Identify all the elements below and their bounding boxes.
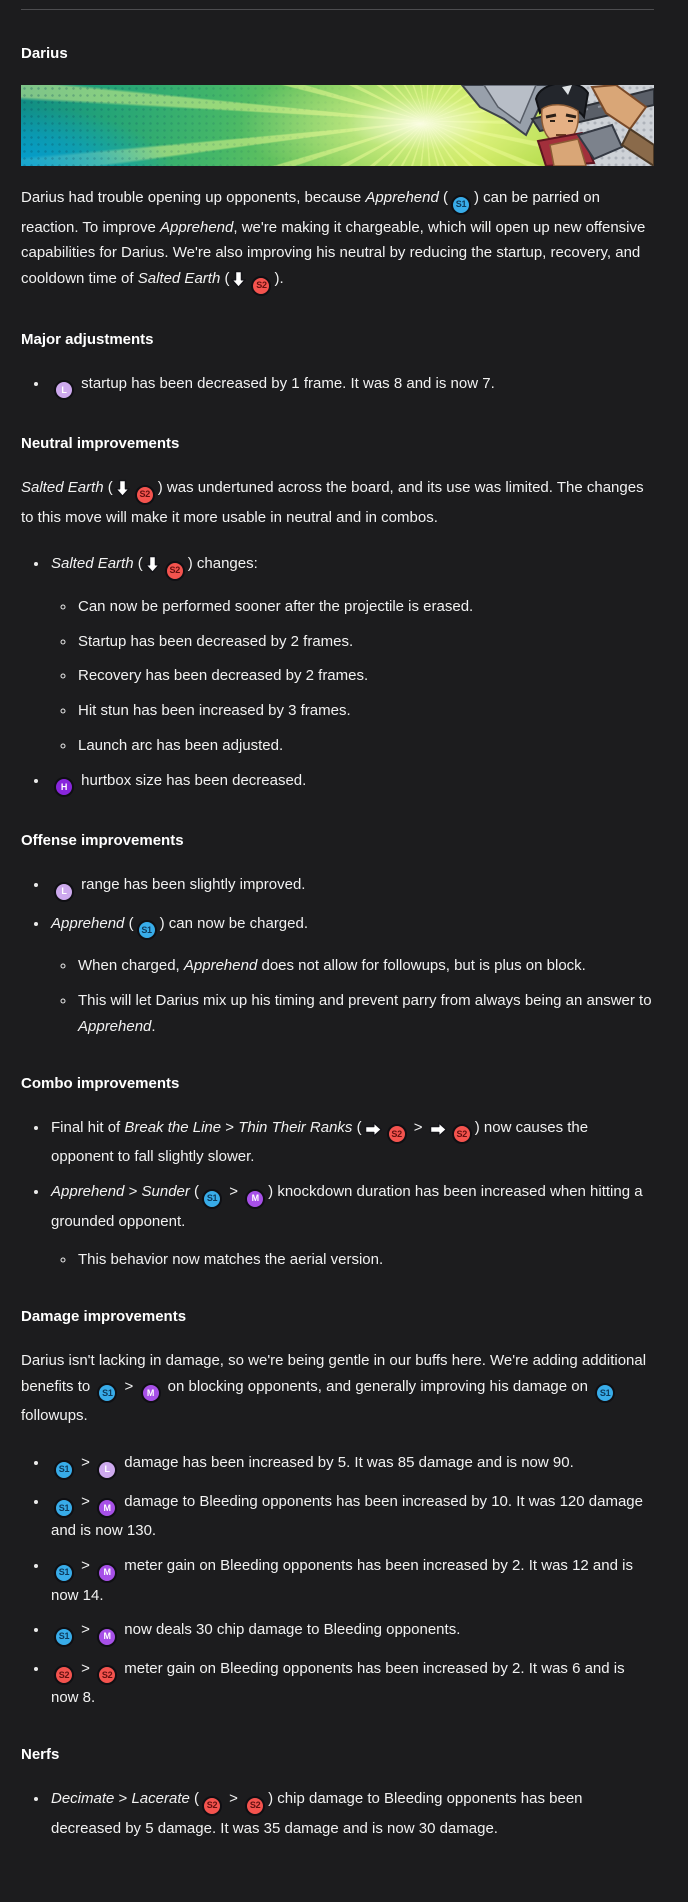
change-item: • S1 > M now deals 30 chip damage to Bleeding opponents. [49, 1617, 654, 1647]
section-heading: Major adjustments [21, 330, 154, 348]
badge-s1-icon: S1 [595, 1383, 615, 1403]
section-heading: Darius [21, 45, 68, 62]
move-name: Lacerate [131, 1790, 190, 1808]
down-arrow-icon [115, 479, 130, 497]
badge-s2-icon: S2 [245, 1796, 265, 1816]
badge-m-icon: M [141, 1383, 161, 1403]
section-heading: Combo improvements [21, 1074, 180, 1092]
badge-s2-icon: S2 [135, 485, 155, 505]
badge-s1-icon: S1 [137, 920, 157, 940]
change-item: ◦ This will let Darius mix up his timing and prevent parry from always being an answer to Apprehend. [76, 988, 654, 1040]
change-item: ◦ Startup has been decreased by 2 frames. [76, 629, 654, 655]
change-list [51, 594, 654, 759]
section-heading: Damage improvements [21, 1308, 187, 1326]
badge-s2-icon: S2 [452, 1124, 472, 1144]
change-item: • Apprehend ( S1 ) can now be charged. ◦ When charged, Apprehend does not allow for followups, but is plus on block. ◦ This will let Darius mix up his timing and prevent parry from always being an answer to Apprehend. [49, 911, 654, 1040]
section-heading: Neutral improvements [21, 435, 180, 453]
move-name: Apprehend [365, 189, 439, 206]
badge-s2-icon: S2 [97, 1665, 117, 1685]
change-item: • S2 > S2 meter gain on Bleeding opponents has been increased by 2. It was 6 and is now 8. [49, 1656, 654, 1711]
badge-s1-icon: S1 [202, 1189, 222, 1209]
right-arrow-icon [429, 1122, 447, 1137]
badge-s2-icon: S2 [202, 1796, 222, 1816]
patch-notes-content [21, 9, 654, 1841]
change-item: ◦ Hit stun has been increased by 3 frames. [76, 698, 654, 724]
change-item: • Final hit of Break the Line > Thin Their Ranks ( S2 > S2 ) now causes the opponent to fall slightly slower. [49, 1115, 654, 1170]
change-item: ◦ Can now be performed sooner after the projectile is erased. [76, 594, 654, 620]
badge-m-icon: M [97, 1563, 117, 1583]
change-list [21, 371, 654, 401]
change-item: • S1 > M meter gain on Bleeding opponents has been increased by 2. It was 12 and is now 14. [49, 1553, 654, 1608]
badge-m-icon: M [245, 1189, 265, 1209]
body-paragraph: Darius had trouble opening up opponents, because Apprehend ( S1 ) can be parried on reaction. To improve Apprehend, we're making it chargeable, which will open up new offensive capabilities for Darius. We're also improving his neutral by reducing the startup, recovery, and cooldown time of Salted Earth ( S2 ). [21, 185, 654, 296]
badge-l-icon: L [54, 882, 74, 902]
badge-s2-icon: S2 [251, 276, 271, 296]
change-list [21, 1115, 654, 1273]
change-item: • Apprehend > Sunder ( S1 > M ) knockdown duration has been increased when hitting a grounded opponent. ◦ This behavior now matches the aerial version. [49, 1179, 654, 1273]
change-list [21, 551, 654, 797]
change-list [51, 953, 654, 1039]
change-list [51, 1247, 654, 1273]
badge-s1-icon: S1 [54, 1627, 74, 1647]
change-item: • L range has been slightly improved. [49, 872, 654, 902]
badge-m-icon: M [97, 1498, 117, 1518]
move-name: Break the Line [124, 1118, 222, 1136]
badge-s2-icon: S2 [54, 1665, 74, 1685]
move-name: Apprehend [51, 1183, 125, 1201]
move-name: Apprehend [51, 914, 125, 932]
right-arrow-icon [364, 1122, 382, 1137]
badge-s2-icon: S2 [165, 561, 185, 581]
down-arrow-icon [145, 555, 160, 573]
change-item: ◦ When charged, Apprehend does not allow for followups, but is plus on block. [76, 953, 654, 979]
badge-s1-icon: S1 [54, 1460, 74, 1480]
section-heading: Nerfs [21, 1746, 60, 1764]
down-arrow-icon [231, 270, 246, 288]
body-paragraph: Salted Earth ( S2 ) was undertuned across the board, and its use was limited. The changes to this move will make it more usable in neutral and in combos. [21, 479, 644, 526]
change-item: • S1 > M damage to Bleeding opponents has been increased by 10. It was 120 damage and is now 130. [49, 1489, 654, 1544]
move-name: Thin Their Ranks [238, 1118, 353, 1136]
change-item: ◦ This behavior now matches the aerial version. [76, 1247, 654, 1273]
change-item: • Salted Earth ( S2 ) changes: ◦ Can now be performed sooner after the projectile is erased. ◦ Startup has been decreased by 2 frames. ◦ Recovery has been decreased by 2 frames. ◦ Hit stun has been increased by 3 frames. ◦ Launch arc has been adjusted. [49, 551, 654, 758]
move-name: Salted Earth [21, 479, 104, 497]
move-name: Apprehend [78, 1017, 152, 1035]
top-divider [21, 9, 654, 10]
body-paragraph: Darius isn't lacking in damage, so we're being gentle in our buffs here. We're adding additional benefits to S1 > M on blocking opponents, and generally improving his damage on S1 followups. [21, 1352, 647, 1425]
move-name: Salted Earth [51, 555, 134, 573]
change-list [21, 1450, 654, 1711]
section-heading: Offense improvements [21, 832, 184, 850]
change-item: ◦ Recovery has been decreased by 2 frames. [76, 663, 654, 689]
badge-s1-icon: S1 [54, 1563, 74, 1583]
darius-character-art [354, 85, 654, 166]
move-name: Decimate [51, 1790, 115, 1808]
change-item: • L startup has been decreased by 1 frame. It was 8 and is now 7. [49, 371, 654, 401]
badge-h-icon: H [54, 777, 74, 797]
badge-s1-icon: S1 [451, 195, 471, 215]
darius-banner-image [21, 85, 654, 166]
badge-s2-icon: S2 [387, 1124, 407, 1144]
change-item: • Decimate > Lacerate ( S2 > S2 ) chip damage to Bleeding opponents has been decreased by 5 damage. It was 35 damage and is now 30 damage. [49, 1786, 654, 1841]
change-item: • S1 > L damage has been increased by 5. It was 85 damage and is now 90. [49, 1450, 654, 1480]
move-name: Sunder [141, 1183, 190, 1201]
badge-l-icon: L [97, 1460, 117, 1480]
badge-s1-icon: S1 [97, 1383, 117, 1403]
move-name: Salted Earth [137, 270, 221, 288]
move-name: Apprehend [183, 957, 258, 975]
change-item: • H hurtbox size has been decreased. [49, 768, 654, 798]
change-list [21, 872, 654, 1039]
badge-s1-icon: S1 [54, 1498, 74, 1518]
move-name: Apprehend [159, 218, 234, 236]
change-item: ◦ Launch arc has been adjusted. [76, 733, 654, 759]
badge-l-icon: L [54, 380, 74, 400]
change-list [21, 1786, 654, 1841]
badge-m-icon: M [97, 1627, 117, 1647]
